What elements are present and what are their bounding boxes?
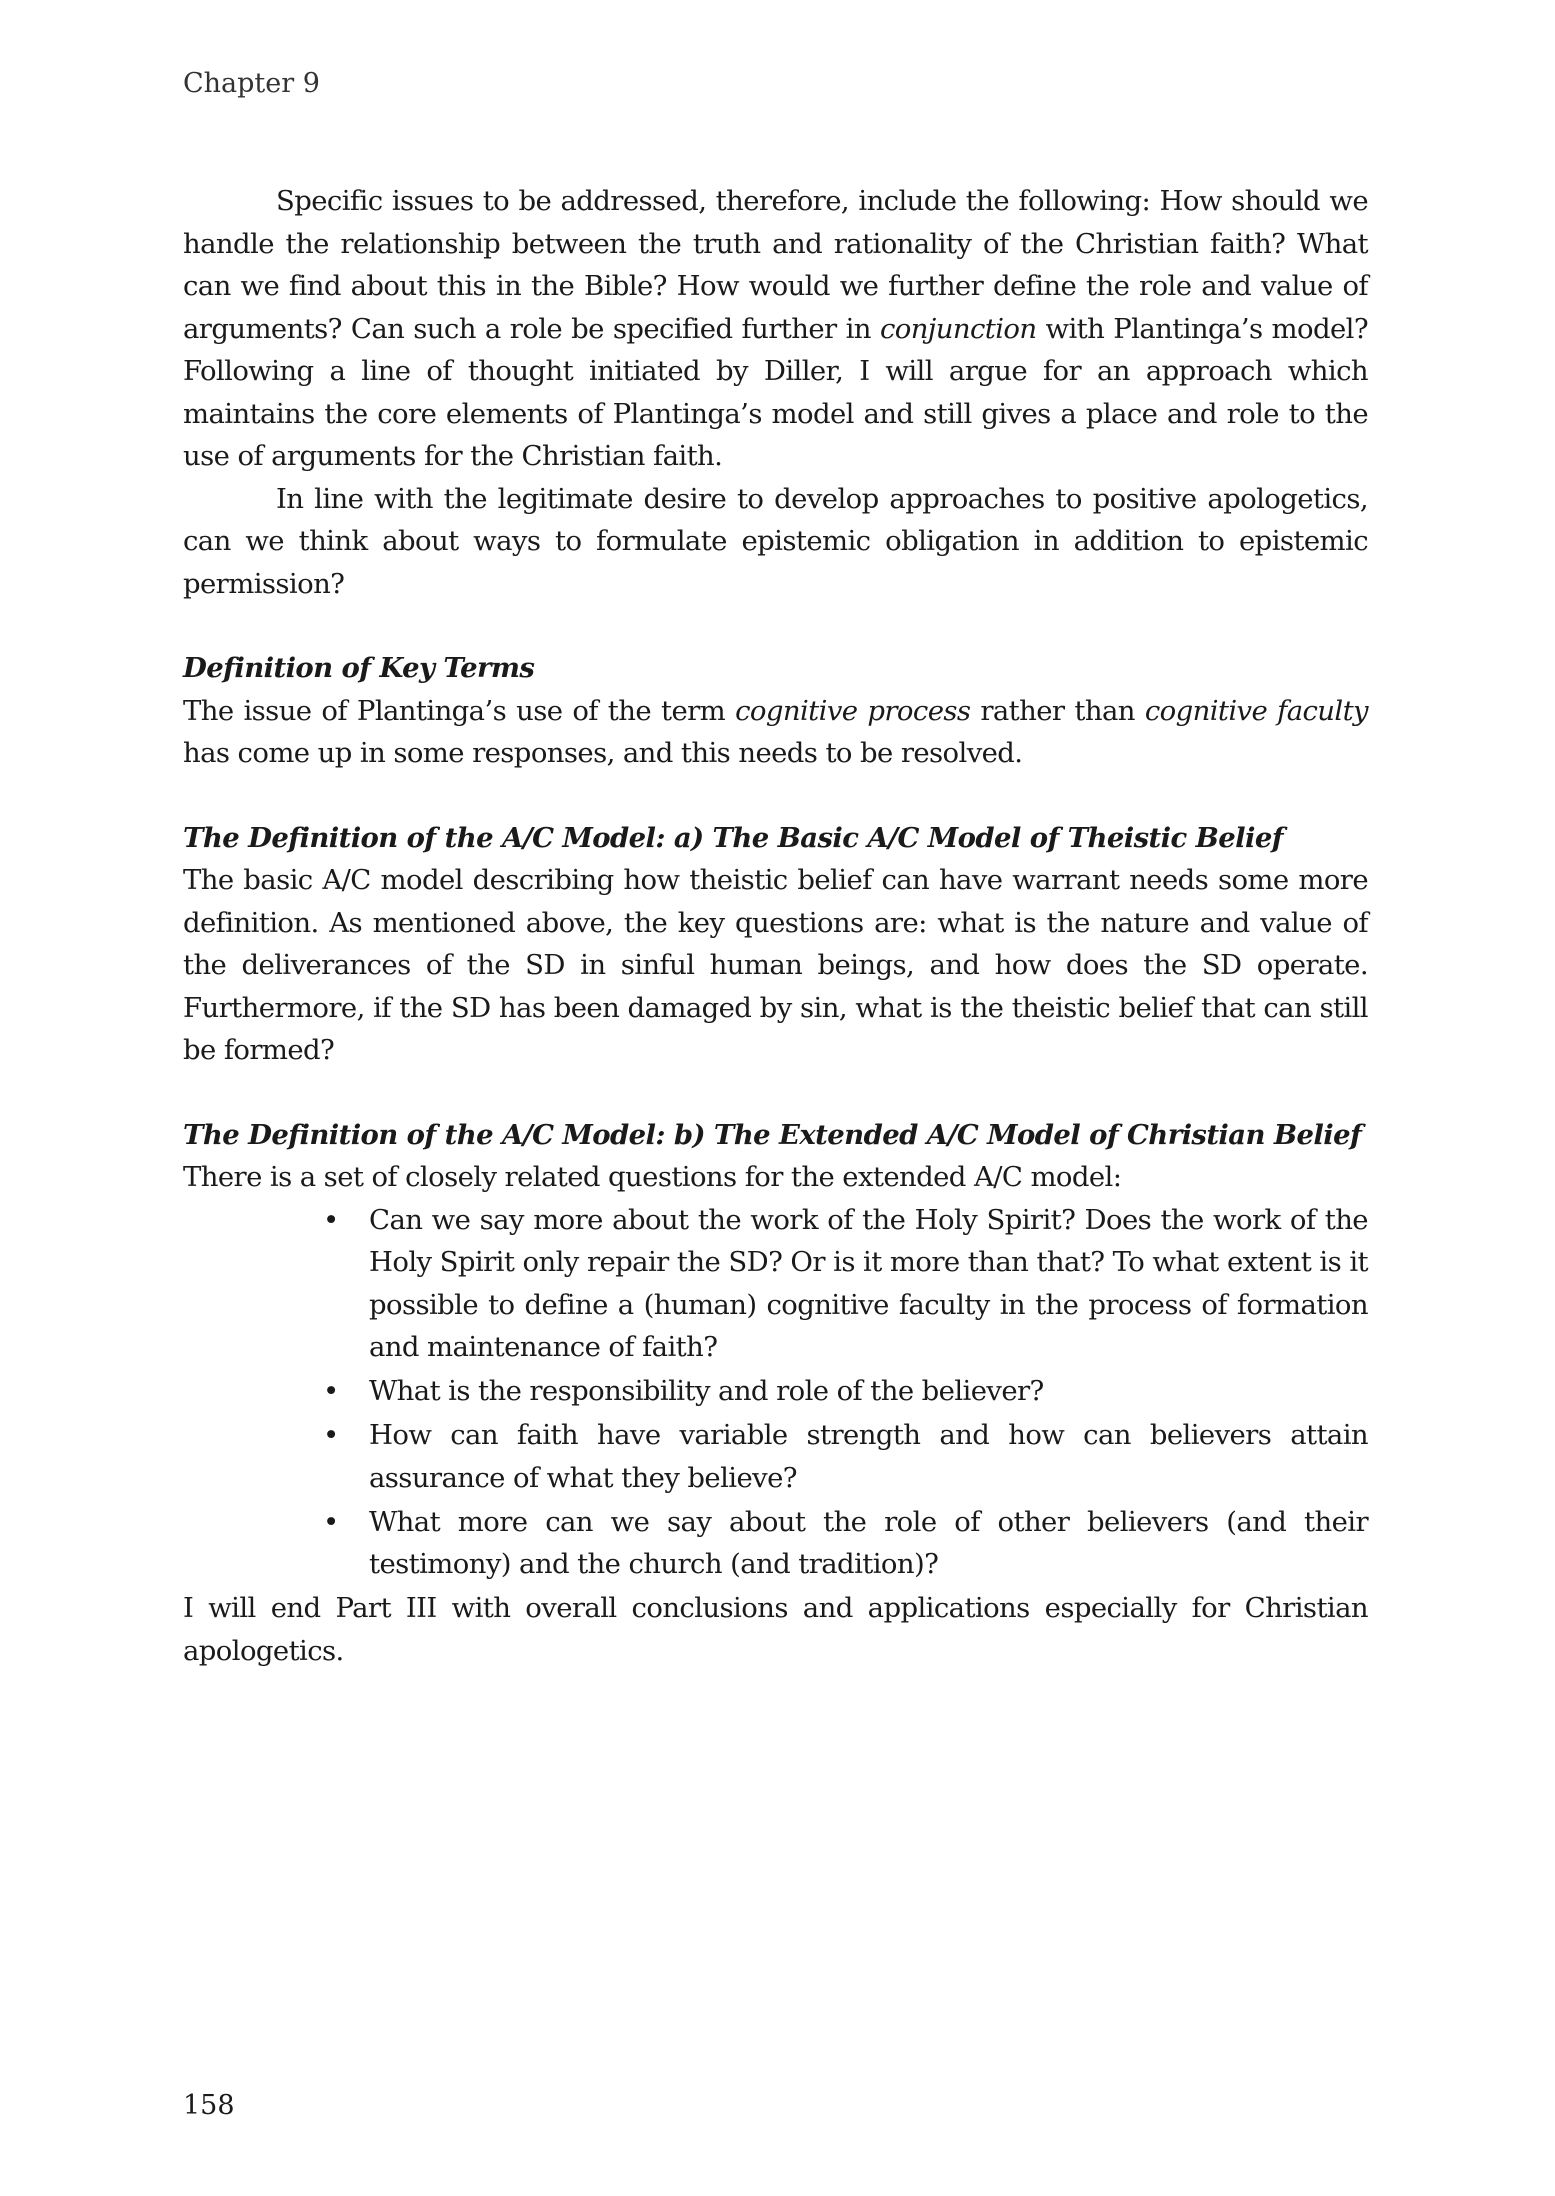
heading-basic-model: The Definition of the A/C Model: a) The Basic A/C Model of Theistic Belief	[183, 821, 1283, 854]
bullet-icon: •	[323, 1203, 339, 1236]
list-item-text: Can we say more about the work of the Holy Spirit? Does the work of the Holy Spirit only repair the SD? Or is it more than that? To what extent is it possible to define a (human) cognitive faculty in the process of formation and maintenance of faith?	[369, 1203, 1368, 1363]
emphasis-cognitive-faculty: cognitive faculty	[1144, 694, 1368, 727]
paragraph-extended-intro: There is a set of closely related questions for the extended A/C model:	[183, 1161, 1122, 1193]
question-list	[183, 1199, 1368, 1586]
paragraph-intro-text-b: with Plantinga’s model? Following a line of thought initiated by Diller, I will argue for an approach which maintains the core elements of Plantinga’s model and still gives a place and role to the use of arguments for the Christian faith.	[183, 312, 1368, 472]
paragraph-closing: I will end Part III with overall conclusions and applications especially for Christian apologetics.	[183, 1592, 1368, 1667]
emphasis-conjunction: conjunction	[879, 312, 1037, 345]
list-item	[323, 1414, 1368, 1499]
bullet-icon: •	[323, 1505, 339, 1538]
paragraph-basic-model: The basic A/C model describing how theistic belief can have warrant needs some more definition. As mentioned above, the key questions are: what is the nature and value of the deliverances of the SD in sinful human beings, and how does the SD operate. Furthermore, if the SD has been damaged by sin, what is the theistic belief that can still be formed?	[183, 864, 1368, 1066]
list-item	[323, 1501, 1368, 1586]
list-item-text: What more can we say about the role of other believers (and their testimony) and the church (and tradition)?	[369, 1505, 1368, 1580]
list-item	[323, 1370, 1368, 1413]
page-body	[183, 180, 1368, 1672]
key-terms-text-a: The issue of Plantinga’s use of the term	[183, 694, 736, 727]
paragraph-intro-text-a: Specific issues to be addressed, therefore, include the following: How should we handle the relationship between the truth and rationality of the Christian faith? What can we find about this in the Bible? How would we further define the role and value of arguments? Can such a role be specified further in	[183, 185, 1368, 345]
bullet-icon: •	[323, 1375, 339, 1407]
paragraph-key-terms	[183, 690, 1368, 775]
key-terms-text-c: has come up in some responses, and this needs to be resolved.	[183, 737, 1023, 769]
bullet-icon: •	[323, 1419, 339, 1451]
paragraph-apologetics: In line with the legitimate desire to develop approaches to positive apologetics, can we think about ways to formulate epistemic obligation in addition to epistemic permission?	[183, 482, 1368, 600]
list-item	[323, 1199, 1368, 1369]
paragraph-intro	[183, 180, 1368, 478]
heading-extended-model: The Definition of the A/C Model: b) The Extended A/C Model of Christian Belief	[183, 1118, 1362, 1151]
list-item-text: How can faith have variable strength and how can believers attain assurance of what they believe?	[369, 1419, 1368, 1494]
key-terms-text-b: rather than	[970, 694, 1145, 727]
page-number: 158	[183, 2090, 235, 2121]
running-head: Chapter 9	[183, 68, 320, 99]
heading-key-terms: Definition of Key Terms	[183, 652, 535, 684]
emphasis-cognitive-process: cognitive process	[735, 694, 971, 727]
list-item-text: What is the responsibility and role of the believer?	[369, 1375, 1044, 1407]
